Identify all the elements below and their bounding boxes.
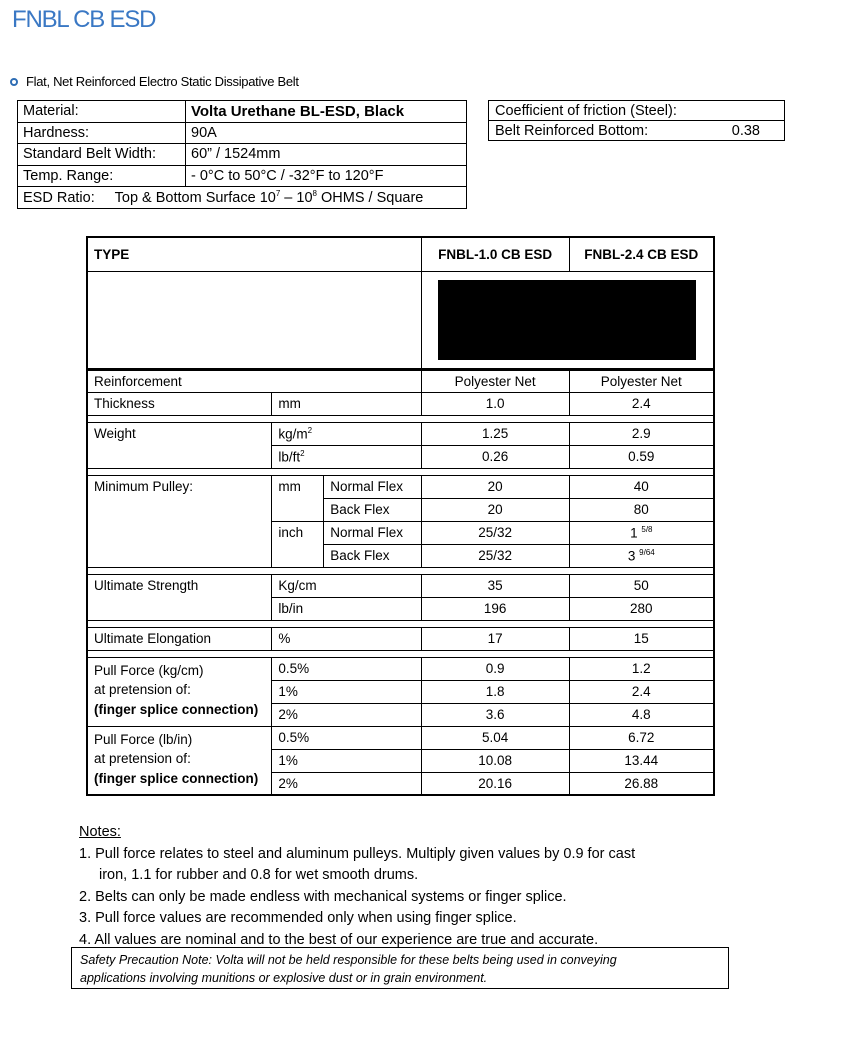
subtitle-text: Flat, Net Reinforced Electro Static Dissipative Belt [26, 74, 299, 89]
elong-2: 15 [569, 627, 714, 650]
temp-value: - 0°C to 50°C / -32°F to 120°F [186, 165, 467, 187]
pull-lb-3-1: 20.16 [421, 772, 569, 795]
weight-kg-1: 1.25 [421, 422, 569, 445]
weight-lb-2: 0.59 [569, 445, 714, 468]
pull-kg-2-1: 1.8 [421, 680, 569, 703]
reinforcement-1: Polyester Net [421, 369, 569, 392]
pulley-row-1 [87, 475, 714, 498]
pulley-unit-inch: inch [272, 521, 324, 567]
strength-kg-2: 50 [569, 574, 714, 597]
spec-row-material [18, 101, 467, 123]
spec-row-hardness [18, 122, 467, 144]
pulley-label: Minimum Pulley: [87, 475, 272, 567]
page-title: FNBL CB ESD [12, 6, 156, 33]
pulley-in-back-1: 25/32 [421, 544, 569, 567]
esd-value-pre: Top & Bottom Surface 10 [114, 189, 276, 206]
weight-unit-1: $kg/m^2$ [272, 422, 421, 445]
elong-label: Ultimate Elongation [87, 627, 272, 650]
reinforcement-2: Polyester Net [569, 369, 714, 392]
thickness-2: 2.4 [569, 392, 714, 415]
safety-note [71, 947, 729, 989]
bullet-circle-icon [10, 78, 18, 86]
spec-table [17, 100, 467, 209]
strength-lb-1: 196 [421, 597, 569, 620]
note-4: 4. All values are nominal and to the best of our experience are true and accurate. [79, 931, 599, 948]
safety-line-1: Safety Precaution Note: Volta will not be held responsible for these belts being used in conveying [80, 953, 617, 967]
strength-unit-1: Kg/cm [272, 574, 421, 597]
strength-kg-1: 35 [421, 574, 569, 597]
esd-label: ESD Ratio: [23, 189, 95, 206]
image-row [87, 271, 714, 369]
pull-kg-label: Pull Force (kg/cm) at pretension of: (finger splice connection) [87, 657, 272, 726]
strength-lb-2: 280 [569, 597, 714, 620]
pull-kg-row-1 [87, 657, 714, 680]
pulley-mm-normal-2: 40 [569, 475, 714, 498]
belt-image-cell [421, 271, 714, 369]
reinforcement-label: Reinforcement [87, 369, 421, 392]
material-label: Material: [18, 101, 186, 123]
width-label: Standard Belt Width: [18, 144, 186, 166]
spec-row-temp [18, 165, 467, 187]
esd-value-mid: – 10 [280, 189, 313, 206]
back-flex-label: Back Flex [324, 498, 422, 521]
note-2: 2. Belts can only be made endless with mechanical systems or finger splice. [79, 888, 567, 905]
pull-kg-1-2: 1.2 [569, 657, 714, 680]
subtitle [10, 74, 299, 89]
pct-2: 1% [272, 680, 421, 703]
spec-row-width [18, 144, 467, 166]
pulley-unit-mm: mm [272, 475, 324, 521]
friction-row-value: 0.38 [707, 121, 784, 141]
note-1a: 1. Pull force relates to steel and aluminum pulleys. Multiply given values by 0.9 for cast [79, 845, 636, 862]
weight-unit-2: $lb/ft^2$ [272, 445, 421, 468]
reinforcement-row [87, 369, 714, 392]
pull-lb-label: Pull Force (lb/in) at pretension of: (finger splice connection) [87, 726, 272, 795]
thickness-unit: mm [272, 392, 421, 415]
elong-1: 17 [421, 627, 569, 650]
safety-line-2: applications involving munitions or explosive dust or in grain environment. [80, 971, 488, 985]
width-value: 60” / 1524mm [186, 144, 467, 166]
note-1b: iron, 1.1 for rubber and 0.8 for wet smooth drums. [99, 867, 419, 883]
pct-lb-1: 0.5% [272, 726, 421, 749]
header-row [87, 237, 714, 271]
friction-row-label: Belt Reinforced Bottom: [489, 121, 708, 141]
weight-label: Weight [87, 422, 272, 468]
esd-cell [18, 187, 467, 209]
back-flex-label-2: Back Flex [324, 544, 422, 567]
normal-flex-label: Normal Flex [324, 475, 422, 498]
temp-label: Temp. Range: [18, 165, 186, 187]
strength-unit-2: lb/in [272, 597, 421, 620]
belt-image [438, 280, 696, 360]
strength-label: Ultimate Strength [87, 574, 272, 620]
thickness-label: Thickness [87, 392, 272, 415]
weight-row-1 [87, 422, 714, 445]
notes-heading: Notes: [79, 824, 121, 840]
notes-section [79, 822, 635, 951]
pct-3: 2% [272, 703, 421, 726]
note-3: 3. Pull force values are recommended only when using finger splice. [79, 910, 517, 926]
pct-lb-2: 1% [272, 749, 421, 772]
thickness-1: 1.0 [421, 392, 569, 415]
pull-lb-3-2: 26.88 [569, 772, 714, 795]
pulley-in-normal-2: 1 $^{5/8}$ [569, 521, 714, 544]
esd-exp-1: 7 [275, 188, 281, 198]
pulley-in-back-2: 3 $^{9/64}$ [569, 544, 714, 567]
thickness-row [87, 392, 714, 415]
strength-row-1 [87, 574, 714, 597]
pull-kg-3-2: 4.8 [569, 703, 714, 726]
pull-kg-3-1: 3.6 [421, 703, 569, 726]
friction-label: Coefficient of friction (Steel): [489, 101, 785, 121]
pulley-in-normal-1: 25/32 [421, 521, 569, 544]
pull-lb-1-1: 5.04 [421, 726, 569, 749]
esd-exp-2: 8 [312, 188, 317, 198]
elong-unit: % [272, 627, 421, 650]
pull-kg-1-1: 0.9 [421, 657, 569, 680]
esd-value-post: OHMS / Square [316, 189, 424, 206]
weight-kg-2: 2.9 [569, 422, 714, 445]
elongation-row [87, 627, 714, 650]
pulley-mm-normal-1: 20 [421, 475, 569, 498]
pull-lb-2-1: 10.08 [421, 749, 569, 772]
type-label: TYPE [87, 237, 421, 271]
pct-lb-3: 2% [272, 772, 421, 795]
pull-lb-2-2: 13.44 [569, 749, 714, 772]
friction-table [488, 100, 785, 141]
weight-lb-1: 0.26 [421, 445, 569, 468]
spec-data-table [86, 236, 715, 796]
pull-lb-1-2: 6.72 [569, 726, 714, 749]
pull-lb-row-1 [87, 726, 714, 749]
spec-row-esd [18, 187, 467, 209]
hardness-value: 90A [186, 122, 467, 144]
hardness-label: Hardness: [18, 122, 186, 144]
col-header-2: FNBL-2.4 CB ESD [569, 237, 714, 271]
col-header-1: FNBL-1.0 CB ESD [421, 237, 569, 271]
pulley-mm-back-1: 20 [421, 498, 569, 521]
material-value: Volta Urethane BL-ESD, Black [186, 101, 467, 123]
pull-kg-2-2: 2.4 [569, 680, 714, 703]
normal-flex-label-2: Normal Flex [324, 521, 422, 544]
pct-1: 0.5% [272, 657, 421, 680]
pulley-mm-back-2: 80 [569, 498, 714, 521]
